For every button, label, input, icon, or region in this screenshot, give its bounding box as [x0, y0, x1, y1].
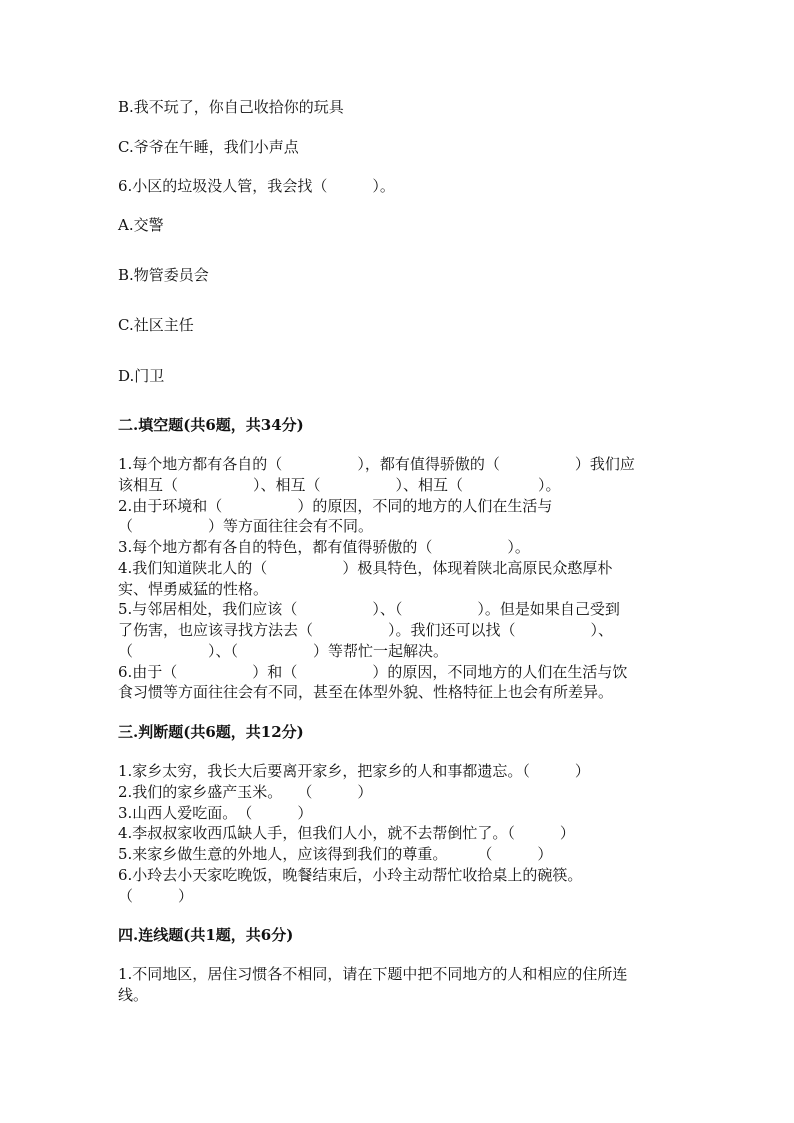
fill-line: 实、悍勇威猛的性格。	[118, 580, 269, 598]
match-line: 线。	[118, 986, 149, 1004]
judge-line: 5.来家乡做生意的外地人，应该得到我们的尊重。 （ ）	[118, 845, 553, 863]
fill-line: 食习惯等方面往往会有不同，甚至在体型外貌、性格特征上也会有所差异。	[118, 683, 614, 701]
question-6-option-b: B.物管委员会	[118, 266, 209, 284]
fill-line: 1.每个地方都有各自的（ ），都有值得骄傲的（ ）我们应	[118, 455, 635, 473]
judge-line: 4.李叔叔家收西瓜缺人手，但我们人小，就不去帮倒忙了。（ ）	[118, 824, 575, 842]
fill-line: （ ）等方面往往会有不同。	[118, 517, 374, 535]
question-6-option-d: D.门卫	[118, 367, 165, 385]
section-3-title: 三.判断题(共6题，共12分)	[118, 723, 304, 741]
fill-line: 5.与邻居相处，我们应该（ ）、（ ）。但是如果自己受到	[118, 600, 620, 618]
judge-line: 1.家乡太穷，我长大后要离开家乡，把家乡的人和事都遗忘。（ ）	[118, 762, 590, 780]
judge-line: 3.山西人爱吃面。 （ ）	[118, 804, 313, 822]
fill-line: 6.由于（ ）和（ ）的原因，不同地方的人们在生活与饮	[118, 663, 628, 681]
fill-line: 该相互（ ）、相互（ ）、相互（ ）。	[118, 476, 561, 494]
fill-line: 3.每个地方都有各自的特色，都有值得骄傲的（ ）。	[118, 538, 530, 556]
question-6-option-c: C.社区主任	[118, 316, 194, 334]
option-c: C.爷爷在午睡，我们小声点	[118, 138, 299, 156]
fill-line: 4.我们知道陕北人的（ ）极具特色，体现着陕北高原民众憨厚朴	[118, 559, 613, 577]
fill-line: 了伤害，也应该寻找方法去（ ）。我们还可以找（ ）、	[118, 621, 614, 639]
match-line: 1.不同地区，居住习惯各不相同，请在下题中把不同地方的人和相应的住所连	[118, 965, 628, 983]
judge-line: （ ）	[118, 887, 194, 905]
section-4-title: 四.连线题(共1题，共6分)	[118, 926, 294, 944]
question-6-option-a: A.交警	[118, 216, 164, 234]
section-2-title: 二.填空题(共6题，共34分)	[118, 416, 304, 434]
fill-line: （ ）、（ ）等帮忙一起解决。	[118, 642, 449, 660]
judge-line: 6.小玲去小天家吃晚饭，晚餐结束后，小玲主动帮忙收拾桌上的碗筷。	[118, 866, 583, 884]
question-6-stem: 6.小区的垃圾没人管，我会找（ ）。	[118, 177, 395, 195]
judge-line: 2.我们的家乡盛产玉米。 （ ）	[118, 783, 373, 801]
option-b: B.我不玩了，你自己收拾你的玩具	[118, 98, 344, 116]
fill-line: 2.由于环境和（ ）的原因，不同的地方的人们在生活与	[118, 497, 553, 515]
